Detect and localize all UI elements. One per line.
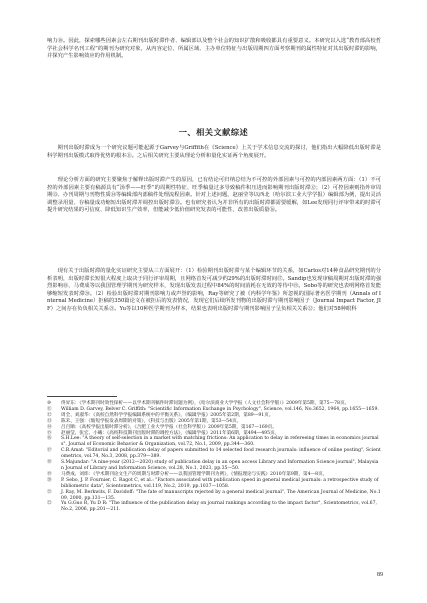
footnote	[47, 490, 381, 502]
footnote-number: ⑪	[47, 406, 52, 412]
paragraph-origin: 期刊出版时滞成为一个研究议题可能起源于Garvey与Griffith在《Science》上关于学术信息交流的探讨，他们指出大幅降低出版时滞是科学期刊出版模式取得优势的根本⑪。之后相关研究主要从理论分析和量化实证两个角度展开。	[47, 145, 381, 159]
footnote	[47, 436, 381, 448]
section-heading: 一、相关文献综述	[178, 127, 249, 137]
footnote-text: 周全、刘淑华：《高校自然科学学报编辑系统中的平衡关系》，《编辑学报》2005年第2期，第89—91页。	[61, 412, 274, 418]
footnote-number: ⑫	[47, 412, 52, 418]
footnote-text: William D. Garvey, Belver C. Griffith: "Scientific Information Exchange in Psychology", Science, vol.146, No.3652, 1964, pp.1655—1659.	[61, 406, 379, 412]
footnote-number: ⑮	[47, 430, 52, 436]
footnote-number: ⑰	[47, 448, 52, 454]
footnote-list	[47, 401, 381, 513]
footnote-number: ⑲	[47, 471, 52, 477]
footnote-text: S.H.Lee: "A theory of self-selection in a market with matching frictions: An application to delay in refereeing times in economics journals", Journal of Economic Behavior & Organization, vol.72, No.1, 2009, pp.344—360.	[61, 436, 379, 448]
page-number: 89	[377, 572, 383, 578]
footnote	[47, 460, 381, 472]
footnote-number: ⑯	[47, 436, 52, 442]
footnote-number: ⑩	[47, 401, 52, 406]
footnote-number: ⑱	[47, 460, 52, 466]
paragraph-empirical: 现有关于出版时滞的量化实证研究主要从三方面展开：（1）检验期刊出版时滞与某个编辑环节的关系，如Carlos对14种食品研究期刊的分析表明，出版时滞长短很大程度上取决于同行评审周期，且网络首发可减少约29%的出版时滞时间⑰。Sandip也发现审稿周期对出版时滞的强烈影响⑱，马费成等以我国管理学期刊为研究样本，发现出版发表过程中84%的时间消耗在无效的等待中⑲。Sebo等的研究也表明网络首发能够缩短发表时滞⑳。（2）检验出版时滞对期刊影响力或声誉的影响，Ray等研究了被《内科学年鉴》所忽视的国际著名医学期刊（Annals of Internal Medicine）拒稿的350篇论文在被拒后的发表情况，发现它们后续所发刊物的出版时滞与期刊影响因子（Journal Impact Factor, JIF）之间存在负负相关关系㉑。Yu等以10种医学期刊为样本，结果也表明出版时滞与期刊影响因子呈负相关关系㉒；他们对58种眼科	[47, 268, 381, 312]
footnote-text: 马费成、刘炜：《学术期刊论文生产的周期与时滞分析——以我国管理学期刊为例》，《情报理论与实践》2010年第9期，第4—8页。	[61, 471, 328, 477]
footnote-text: 赵丽莹、张宏、小曦：《高校科技期刊出版时滞的调控方法》，《编辑学报》2011年第6期，第494—495页。	[61, 430, 280, 436]
footnote-text: C.B.Amat: "Editorial and publication delay of papers submitted to 14 selected food research journals: influence of online posting", Scientometrics, vol.74, No.3, 2008, pp.379—389.	[61, 448, 381, 460]
paragraph-theory: 理论分析方面的研究主要聚焦于解释出版时滞产生的原因，已有结论可归纳总结为不可控的外部因素与可控的内部因素两方面：（1）不可控的外部因素主要有稿源具有“汤季——旺季”的周期性特征、旺季稿量过多导致稿件积压进而影响期刊出版时滞⑫；（2）可控因素则指外审周期⑬、办刊周期与刊物性质⑭等编辑部内部稿件处理流程因素。针对上述问题，赵丽莹等以西北（哈尔滨工业大学学报）编辑部为例，提出灵活调整录用量、存稿量成功缩短出版时滞并调控出版时滞⑮。也有研究者认为并非所有的出版时滞都需要缓解，如Lee发现同行评审带来的时滞可提升研究结果的可信度、降低知识生产效率，但能减少低价值研究发表的可能性，改善出版质量⑯。	[47, 177, 381, 214]
footnote	[47, 448, 381, 460]
footnote-number: ⑳	[47, 477, 52, 483]
footnote-text: Yu G.Guo R, Yu D R: "The influence of the publication delay on journal rankings according to the impact factor", Scientometrics, vol.67, No.2, 2006, pp.201—211.	[61, 501, 377, 513]
footnote-text: 吕百顺：《高校学报出版时滞分析》，《合肥工业大学学报（社会科学版）》2009年第5期，第167—169页。	[61, 424, 277, 430]
footnote	[47, 501, 381, 513]
footnote-text: J. Ray, M. Berkwits, F. Davidoff: "The fate of manuscripts rejected by a general medical journal", The American Journal of Medicine, No.109, 2000, pp.131—135.	[61, 489, 381, 501]
intro-paragraph: 响力⑩。因此，探索哪些因素会左右期刊出版时滞作者、编辑部以及整个社会的知识扩散和吸收都具有重要意义。本研究以入选“教育部高校哲学社会科学名刊工程”的期刊为研究对象，从内容定位、所属区域、主办单位特征与出版周期四方面考察期刊的属性特征对其出版时滞的影响，并探究产生影响效应的作用机制。	[47, 38, 381, 60]
footnote-number: ⑭	[47, 424, 52, 430]
footnote-divider	[47, 396, 117, 397]
footnote-text: 佟昇东：《学术期刊时效性探析——以学术期刊稿件时滞问题为例》，《哈尔滨商业大学学报（人文社会科学版）》2009年第5期，第75—78页。	[61, 401, 350, 406]
footnote-text: 陈禾、王强：《缩短学报发表周期的对策》，《科技与出版》2005年第1期，第53—54页。	[61, 418, 242, 424]
footnote	[47, 478, 381, 490]
footnote-number: ㉑	[47, 489, 52, 495]
footnote-number: ㉒	[47, 501, 52, 507]
footnote-text: P. Sebo, J. P. Fournier, C. Ragot C, et al.: "Factors associated with publication speed in general medical journals: a retrospective study of bibliometric data", Scientometrics, vol.119, No.2, 2019, pp.1037—1058.	[61, 477, 379, 489]
footnote-text: S.Majundar: "A nine-year (2012—2020) study of publication delay in an open access Library and Information Science journal", Malaysian Journal of Library and Information Science, vol.28, No.1, 2023, pp.35—50.	[61, 460, 379, 471]
footnote-number: ⑬	[47, 418, 52, 424]
